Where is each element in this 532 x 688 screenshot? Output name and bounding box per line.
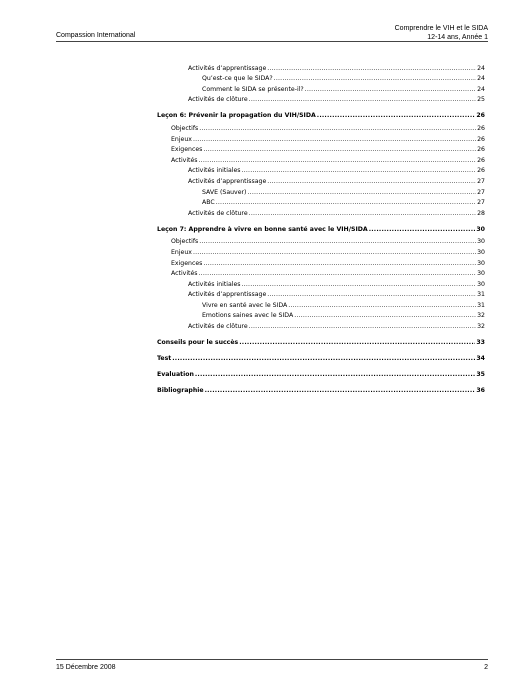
toc-entry-page: 24 bbox=[477, 75, 485, 83]
toc-entry-title: Evaluation bbox=[157, 371, 194, 379]
toc-entry-page: 25 bbox=[477, 96, 485, 104]
toc-dot-leader bbox=[249, 210, 476, 217]
toc-entry[interactable] bbox=[157, 235, 485, 246]
toc-entry[interactable] bbox=[157, 277, 485, 288]
footer-rule bbox=[56, 659, 488, 660]
toc-entry[interactable] bbox=[157, 72, 485, 83]
toc-entry-page: 26 bbox=[477, 156, 485, 164]
toc-entry[interactable] bbox=[157, 298, 485, 309]
toc-entry-title: Emotions saines avec le SIDA bbox=[202, 312, 294, 320]
toc-dot-leader bbox=[288, 302, 476, 309]
toc-entry-title: Conseils pour le succès bbox=[157, 339, 239, 347]
toc-entry-title: Activités d’apprentissage bbox=[188, 291, 267, 299]
toc-entry-title: Enjeux bbox=[171, 248, 192, 256]
toc-entry[interactable] bbox=[157, 206, 485, 217]
toc-entry-page: 32 bbox=[477, 323, 485, 331]
toc-entry-page: 31 bbox=[477, 301, 485, 309]
toc-entry-page: 24 bbox=[477, 64, 485, 72]
toc-entry[interactable] bbox=[157, 82, 485, 93]
toc-entry-page: 31 bbox=[477, 291, 485, 299]
toc-dot-leader bbox=[239, 339, 475, 346]
toc-entry-page: 26 bbox=[477, 167, 485, 175]
toc-entry-page: 26 bbox=[477, 146, 485, 154]
toc-entry-page: 32 bbox=[477, 312, 485, 320]
toc-dot-leader bbox=[305, 86, 476, 93]
toc-entry-page: 33 bbox=[476, 339, 485, 347]
toc-entry-title: Exigences bbox=[171, 146, 203, 154]
toc-entry-title: Bibliographie bbox=[157, 387, 204, 395]
toc-entry-title: Qu’est-ce que le SIDA? bbox=[202, 75, 273, 83]
toc-entry[interactable] bbox=[157, 245, 485, 256]
toc-dot-leader bbox=[249, 323, 476, 330]
toc-entry-page: 30 bbox=[477, 238, 485, 246]
toc-dot-leader bbox=[242, 167, 477, 174]
toc-entry[interactable] bbox=[157, 288, 485, 299]
toc-dot-leader bbox=[274, 75, 476, 82]
toc-dot-leader bbox=[249, 96, 476, 103]
toc-dot-leader bbox=[193, 249, 476, 256]
toc-entry-title: Comment le SIDA se présente-il? bbox=[202, 85, 304, 93]
table-of-contents bbox=[157, 61, 485, 394]
toc-entry-title: Activités initiales bbox=[188, 280, 241, 288]
toc-entry[interactable] bbox=[157, 153, 485, 164]
toc-entry-title: Activités de clôture bbox=[188, 96, 248, 104]
toc-entry-page: 30 bbox=[477, 248, 485, 256]
toc-dot-leader bbox=[199, 157, 477, 164]
toc-entry-page: 30 bbox=[477, 280, 485, 288]
toc-entry-page: 26 bbox=[476, 112, 485, 120]
toc-entry[interactable] bbox=[157, 366, 485, 378]
toc-entry-page: 34 bbox=[476, 355, 485, 363]
toc-entry[interactable] bbox=[157, 309, 485, 320]
toc-dot-leader bbox=[172, 355, 475, 362]
toc-entry-page: 36 bbox=[476, 387, 485, 395]
toc-dot-leader bbox=[205, 387, 476, 394]
toc-entry[interactable] bbox=[157, 267, 485, 278]
toc-dot-leader bbox=[203, 260, 476, 267]
toc-entry-page: 27 bbox=[477, 199, 485, 207]
footer-page-number: 2 bbox=[484, 664, 488, 671]
toc-dot-leader bbox=[267, 178, 476, 185]
footer-date: 15 Décembre 2008 bbox=[56, 664, 116, 671]
toc-entry[interactable] bbox=[157, 61, 485, 72]
header-organization: Compassion International bbox=[56, 32, 136, 39]
header-subtitle-line: 12-14 ans, Année 1 bbox=[427, 34, 488, 41]
toc-entry[interactable] bbox=[157, 143, 485, 154]
toc-entry[interactable] bbox=[157, 196, 485, 207]
toc-entry-title: Activités de clôture bbox=[188, 323, 248, 331]
header-rule bbox=[56, 41, 488, 42]
header-document-title bbox=[395, 24, 488, 42]
toc-entry[interactable] bbox=[157, 164, 485, 175]
toc-entry-title: SAVE (Sauver) bbox=[202, 188, 247, 196]
toc-entry[interactable] bbox=[157, 185, 485, 196]
toc-entry-title: Objectifs bbox=[171, 238, 199, 246]
toc-entry-page: 30 bbox=[477, 270, 485, 278]
toc-dot-leader bbox=[267, 65, 476, 72]
toc-entry[interactable] bbox=[157, 221, 485, 233]
toc-entry-page: 26 bbox=[477, 124, 485, 132]
toc-dot-leader bbox=[199, 238, 476, 245]
toc-entry[interactable] bbox=[157, 319, 485, 330]
toc-entry-page: 30 bbox=[477, 259, 485, 267]
toc-dot-leader bbox=[203, 146, 476, 153]
toc-dot-leader bbox=[267, 291, 476, 298]
toc-entry-page: 35 bbox=[476, 371, 485, 379]
toc-entry[interactable] bbox=[157, 121, 485, 132]
toc-entry-title: Activités bbox=[171, 270, 198, 278]
toc-entry[interactable] bbox=[157, 334, 485, 346]
toc-entry[interactable] bbox=[157, 382, 485, 394]
toc-entry-title: Activités d’apprentissage bbox=[188, 177, 267, 185]
toc-entry-title: Vivre en santé avec le SIDA bbox=[202, 301, 288, 309]
toc-dot-leader bbox=[193, 136, 476, 143]
toc-dot-leader bbox=[369, 226, 476, 233]
toc-dot-leader bbox=[195, 371, 476, 378]
toc-dot-leader bbox=[242, 281, 477, 288]
toc-entry[interactable] bbox=[157, 107, 485, 119]
toc-entry-title: Objectifs bbox=[171, 124, 199, 132]
toc-entry[interactable] bbox=[157, 93, 485, 104]
toc-entry-page: 28 bbox=[477, 209, 485, 217]
toc-entry-title: Exigences bbox=[171, 259, 203, 267]
toc-entry-title: Activités d’apprentissage bbox=[188, 64, 267, 72]
toc-dot-leader bbox=[199, 270, 477, 277]
toc-entry-title: ABC bbox=[202, 199, 215, 207]
toc-entry-title: Test bbox=[157, 355, 172, 363]
toc-entry-page: 27 bbox=[477, 177, 485, 185]
toc-dot-leader bbox=[199, 125, 476, 132]
toc-entry[interactable] bbox=[157, 256, 485, 267]
toc-entry[interactable] bbox=[157, 174, 485, 185]
toc-dot-leader bbox=[294, 312, 476, 319]
toc-dot-leader bbox=[247, 189, 476, 196]
toc-dot-leader bbox=[216, 199, 476, 206]
toc-entry-page: 30 bbox=[476, 225, 485, 233]
header-title-line: Comprendre le VIH et le SIDA bbox=[394, 25, 488, 32]
toc-entry-title: Enjeux bbox=[171, 135, 192, 143]
toc-entry-title: Leçon 7: Apprendre à vivre en bonne santé avec le VIH/SIDA bbox=[157, 225, 368, 233]
toc-entry-page: 24 bbox=[477, 85, 485, 93]
toc-entry[interactable] bbox=[157, 132, 485, 143]
toc-entry[interactable] bbox=[157, 350, 485, 362]
toc-dot-leader bbox=[317, 112, 476, 119]
toc-entry-page: 27 bbox=[477, 188, 485, 196]
toc-entry-page: 26 bbox=[477, 135, 485, 143]
toc-entry-title: Activités bbox=[171, 156, 198, 164]
toc-entry-title: Activités initiales bbox=[188, 167, 241, 175]
toc-entry-title: Activités de clôture bbox=[188, 209, 248, 217]
toc-entry-title: Leçon 6: Prévenir la propagation du VIH/SIDA bbox=[157, 112, 316, 120]
